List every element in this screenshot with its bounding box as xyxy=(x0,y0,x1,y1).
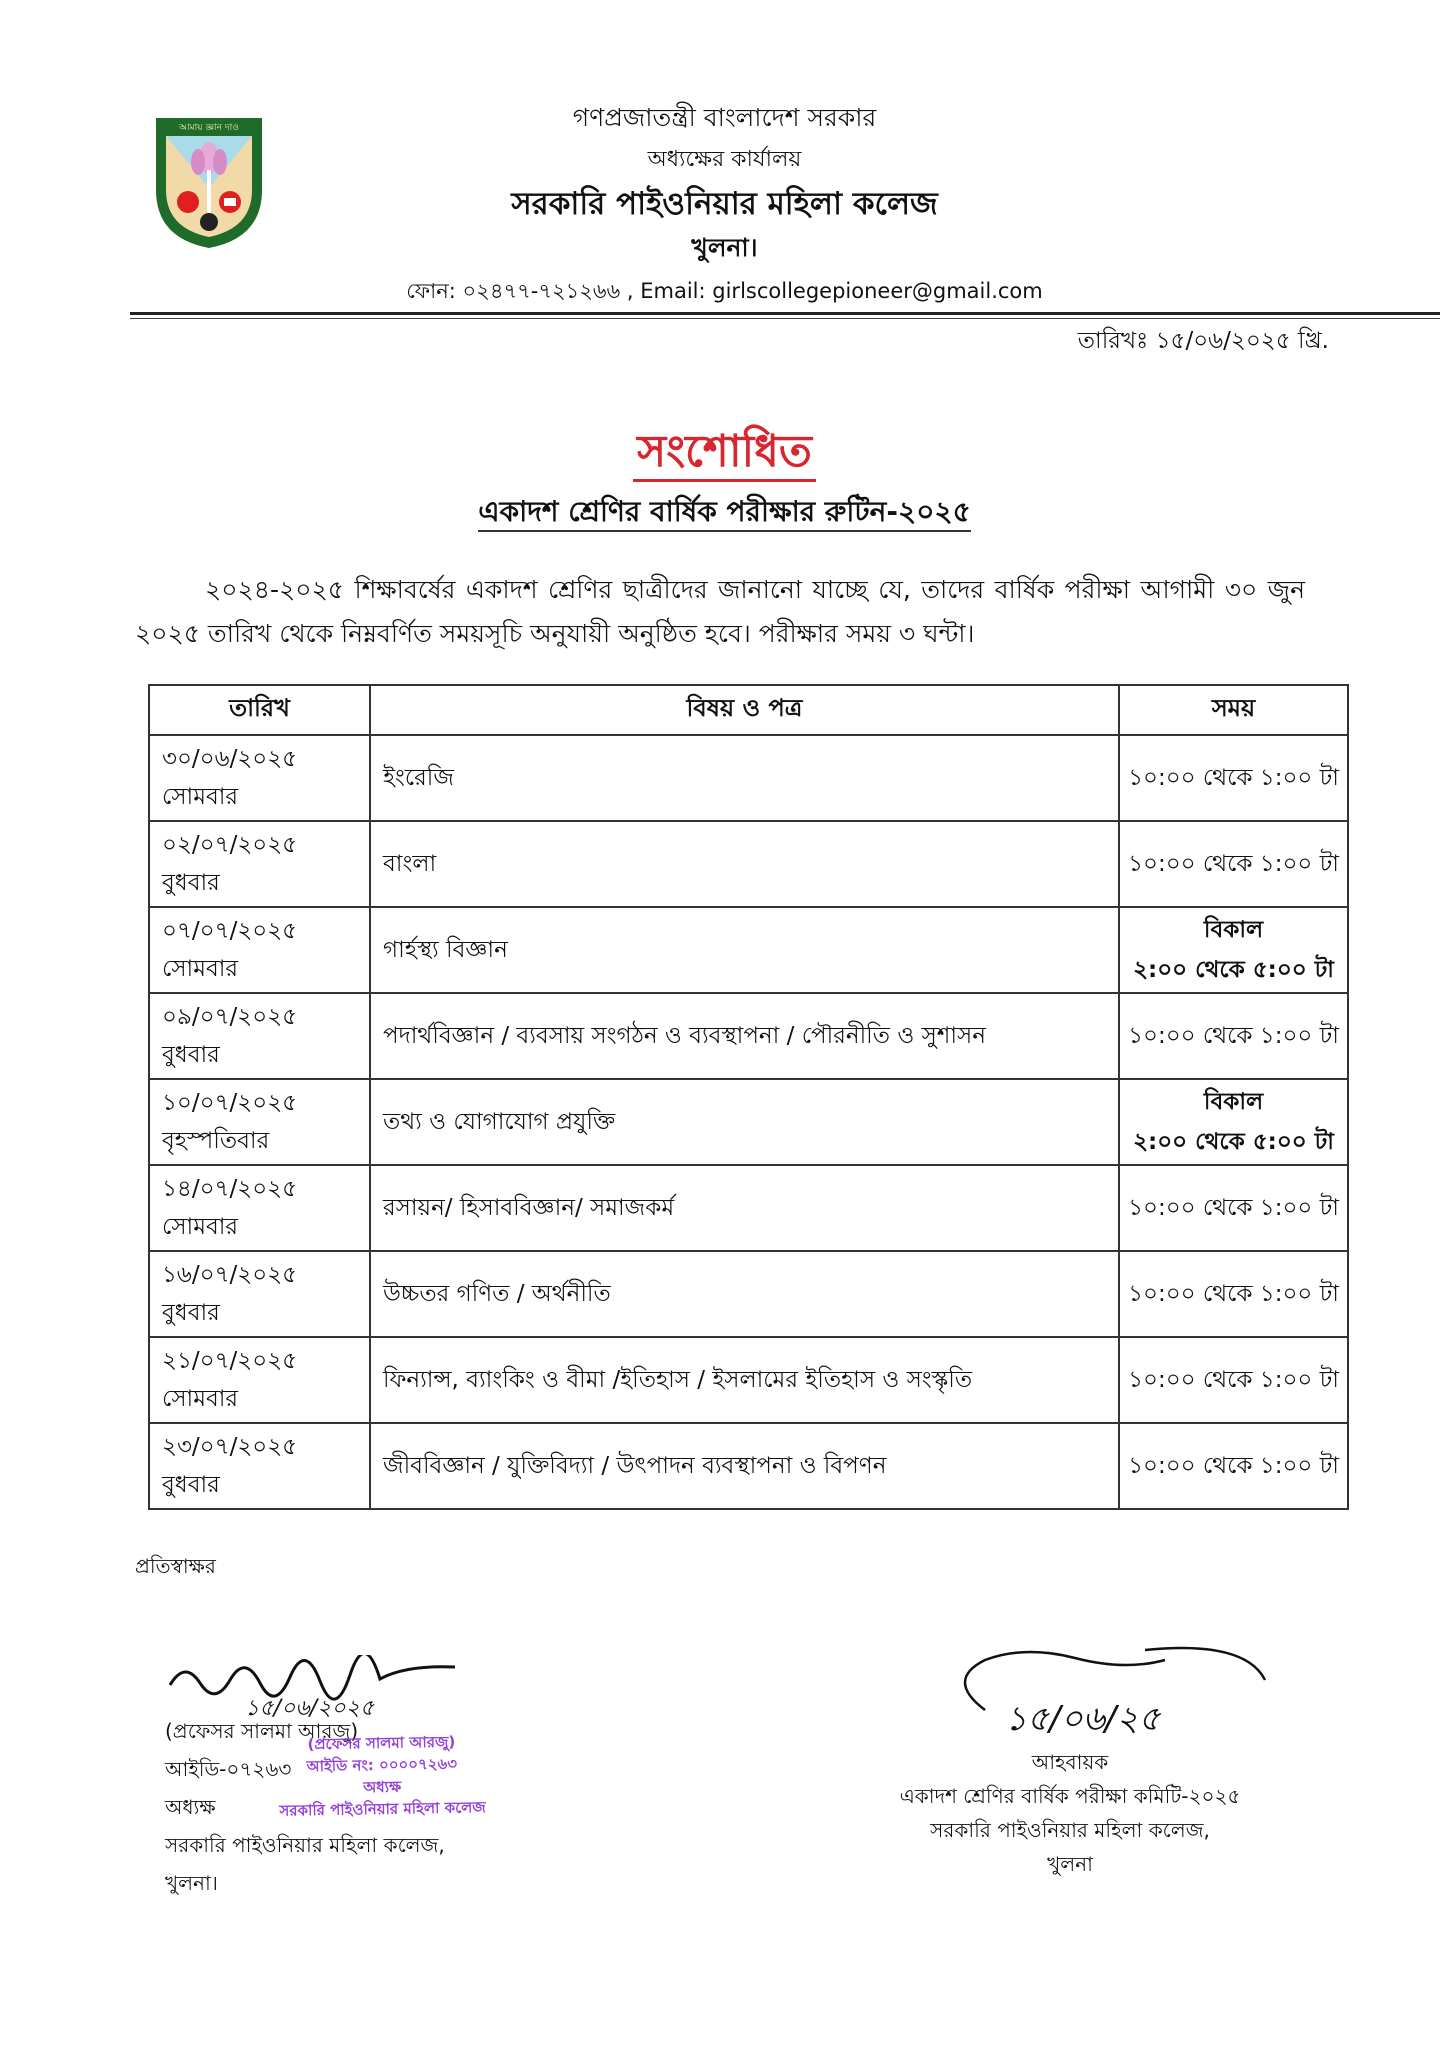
exam-time: ১০:০০ থেকে ১:০০ টা xyxy=(1128,1367,1339,1393)
principal-name: (প্রফেসর সালমা আরজু) xyxy=(165,1719,359,1743)
exam-routine-table xyxy=(148,684,1349,1510)
table-row xyxy=(149,821,1348,907)
revised-label xyxy=(0,418,1449,491)
exam-time: ১০:০০ থেকে ১:০০ টা xyxy=(1128,851,1339,877)
subject-cell: ফিন্যান্স, ব্যাংকিং ও বীমা /ইতিহাস / ইসলামের ইতিহাস ও সংস্কৃতি xyxy=(370,1337,1119,1423)
office-name: অধ্যক্ষের কার্যালয় xyxy=(647,147,802,172)
time-cell xyxy=(1119,1079,1348,1165)
date-cell xyxy=(149,1337,370,1423)
table-row xyxy=(149,1337,1348,1423)
logo-motto: আমায় জ্ঞান দাও xyxy=(179,123,239,133)
time-cell xyxy=(1119,993,1348,1079)
exam-date: ২১/০৭/২০২৫ xyxy=(162,1348,298,1374)
subject-cell: রসায়ন/ হিসাববিজ্ঞান/ সমাজকর্ম xyxy=(370,1165,1119,1251)
header-divider xyxy=(130,312,1440,315)
countersign-label: প্রতিস্বাক্ষর xyxy=(135,1554,216,1578)
table-row xyxy=(149,1165,1348,1251)
date-cell xyxy=(149,907,370,993)
date-cell xyxy=(149,821,370,907)
revised-text: সংশোধিত xyxy=(633,426,816,482)
header-date: তারিখ xyxy=(149,685,370,735)
date-cell xyxy=(149,993,370,1079)
convener-signature xyxy=(945,1640,1275,1750)
exam-date: ০৯/০৭/২০২৫ xyxy=(162,1004,298,1030)
college-city: খুলনা। xyxy=(691,233,758,262)
table-row xyxy=(149,1423,1348,1509)
convener-signature-date: ১৫/০৬/২৫ xyxy=(1005,1699,1161,1739)
exam-day: সোমবার xyxy=(162,1386,239,1412)
stamp-id: আইডি নং: ০০০০৭২৬৩ xyxy=(306,1754,458,1776)
principal-city: খুলনা। xyxy=(165,1871,218,1895)
exam-time: ১০:০০ থেকে ১:০০ টা xyxy=(1128,1281,1339,1307)
stamp-college: সরকারি পাইওনিয়ার মহিলা কলেজ xyxy=(279,1798,486,1820)
header-subject: বিষয় ও পত্র xyxy=(370,685,1119,735)
routine-title-text: একাদশ শ্রেণির বার্ষিক পরীক্ষার রুটিন-২০২৫ xyxy=(478,495,971,532)
exam-date: ১৪/০৭/২০২৫ xyxy=(162,1176,298,1202)
time-cell xyxy=(1119,1251,1348,1337)
exam-time: ১০:০০ থেকে ১:০০ টা xyxy=(1128,765,1339,791)
exam-date: ৩০/০৬/২০২৫ xyxy=(162,746,298,772)
subject-cell: তথ্য ও যোগাযোগ প্রযুক্তি xyxy=(370,1079,1119,1165)
exam-time: ১০:০০ থেকে ১:০০ টা xyxy=(1128,1023,1339,1049)
header-time: সময় xyxy=(1119,685,1348,735)
exam-time: ১০:০০ থেকে ১:০০ টা xyxy=(1128,1453,1339,1479)
table-row xyxy=(149,735,1348,821)
subject-cell: উচ্চতর গণিত / অর্থনীতি xyxy=(370,1251,1119,1337)
header-divider-thin xyxy=(130,318,1440,319)
exam-time: ২:০০ থেকে ৫:০০ টা xyxy=(1133,957,1334,983)
subject-cell: বাংলা xyxy=(370,821,1119,907)
committee-city: খুলনা xyxy=(1047,1852,1093,1876)
exam-day: সোমবার xyxy=(162,784,239,810)
exam-day: বৃহস্পতিবার xyxy=(162,1128,270,1154)
principal-signature-date: ১৫/০৬/২০২৫ xyxy=(245,1696,375,1721)
exam-day: বুধবার xyxy=(162,870,220,896)
exam-date: ০২/০৭/২০২৫ xyxy=(162,832,298,858)
subject-cell: গার্হস্থ্য বিজ্ঞান xyxy=(370,907,1119,993)
table-header-row xyxy=(149,685,1348,735)
principal-title: অধ্যক্ষ xyxy=(165,1795,216,1819)
subject-cell: ইংরেজি xyxy=(370,735,1119,821)
exam-day: সোমবার xyxy=(162,956,239,982)
date-cell xyxy=(149,1079,370,1165)
time-period-label: বিকাল xyxy=(1203,917,1264,943)
table-body xyxy=(149,735,1348,1509)
principal-stamp xyxy=(261,1730,502,1822)
exam-date: ০৭/০৭/২০২৫ xyxy=(162,918,298,944)
table-row xyxy=(149,1079,1348,1165)
exam-time: ১০:০০ থেকে ১:০০ টা xyxy=(1128,1195,1339,1221)
exam-day: সোমবার xyxy=(162,1214,239,1240)
contact-info: ফোন: ০২৪৭৭-৭২১২৬৬ , Email: girlscollegepioneer@gmail.com xyxy=(406,279,1043,303)
principal-college: সরকারি পাইওনিয়ার মহিলা কলেজ, xyxy=(165,1833,445,1857)
time-period-label: বিকাল xyxy=(1203,1089,1264,1115)
principal-id: আইডি-০৭২৬৩ xyxy=(165,1757,292,1781)
committee-college: সরকারি পাইওনিয়ার মহিলা কলেজ, xyxy=(930,1818,1210,1842)
routine-title xyxy=(0,490,1449,537)
stamp-name: (প্রফেসর সালমা আরজু) xyxy=(307,1732,456,1754)
exam-date: ২৩/০৭/২০২৫ xyxy=(162,1434,298,1460)
time-cell xyxy=(1119,907,1348,993)
issue-date: তারিখঃ ১৫/০৬/২০২৫ খ্রি. xyxy=(1077,328,1329,354)
table-row xyxy=(149,1251,1348,1337)
committee-name: একাদশ শ্রেণির বার্ষিক পরীক্ষা কমিটি-২০২৫ xyxy=(899,1784,1241,1808)
college-name: সরকারি পাইওনিয়ার মহিলা কলেজ xyxy=(511,186,938,222)
time-cell xyxy=(1119,1165,1348,1251)
date-cell xyxy=(149,1423,370,1509)
date-cell xyxy=(149,735,370,821)
time-cell xyxy=(1119,821,1348,907)
exam-date: ১০/০৭/২০২৫ xyxy=(162,1090,298,1116)
exam-day: বুধবার xyxy=(162,1300,220,1326)
time-cell xyxy=(1119,1337,1348,1423)
subject-cell: জীববিজ্ঞান / যুক্তিবিদ্যা / উৎপাদন ব্যবস্থাপনা ও বিপণন xyxy=(370,1423,1119,1509)
date-cell xyxy=(149,1251,370,1337)
table-row xyxy=(149,907,1348,993)
convener-label: আহবায়ক xyxy=(1031,1750,1109,1774)
stamp-title: অধ্যক্ষ xyxy=(363,1777,402,1797)
date-cell xyxy=(149,1165,370,1251)
government-name: গণপ্রজাতন্ত্রী বাংলাদেশ সরকার xyxy=(572,103,877,132)
time-cell xyxy=(1119,735,1348,821)
subject-cell: পদার্থবিজ্ঞান / ব্যবসায় সংগঠন ও ব্যবস্থাপনা / পৌরনীতি ও সুশাসন xyxy=(370,993,1119,1079)
exam-date: ১৬/০৭/২০২৫ xyxy=(162,1262,298,1288)
exam-day: বুধবার xyxy=(162,1472,220,1498)
exam-day: বুধবার xyxy=(162,1042,220,1068)
time-cell xyxy=(1119,1423,1348,1509)
notice-paragraph: ২০২৪-২০২৫ শিক্ষাবর্ষের একাদশ শ্রেণির ছাত্রীদের জানানো যাচ্ছে যে, তাদের বার্ষিক পরীক্ষা আগামী ৩০ জুন ২০২৫ তারিখ থেকে নিম্নবর্ণিত সময়সূচি অনুযায়ী অনুষ্ঠিত হবে। পরীক্ষার সময় ৩ ঘন্টা। xyxy=(135,575,1305,648)
table-row xyxy=(149,993,1348,1079)
convener-block xyxy=(810,1745,1330,1881)
exam-time: ২:০০ থেকে ৫:০০ টা xyxy=(1133,1129,1334,1155)
